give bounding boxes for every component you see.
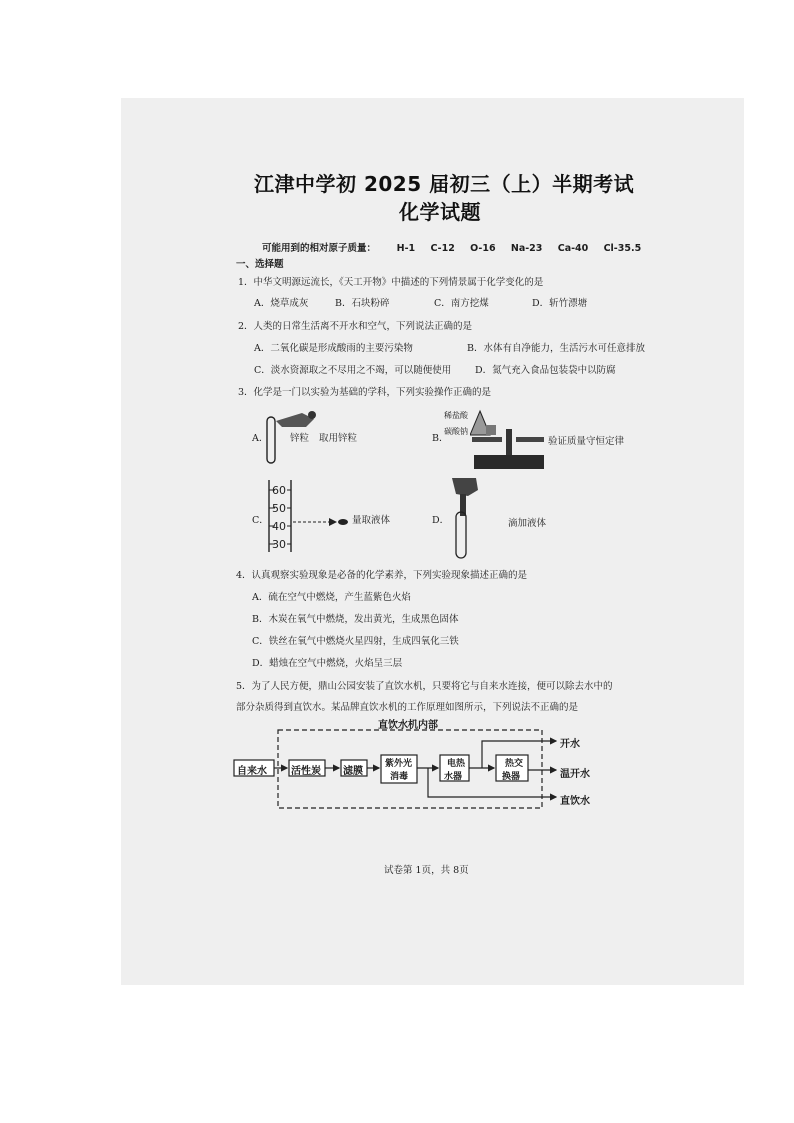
q3-b-caption: 验证质量守恒定律 [548, 436, 625, 447]
flow-output-drinking-water: 直饮水 [560, 796, 590, 807]
q1-option-d: D．斩竹漂塘 [532, 298, 588, 309]
flow-step-heater-line1: 电热 [447, 759, 466, 769]
q4-stem: 4．认真观察实验现象是必备的化学素养，下列实验现象描述正确的是 [236, 570, 528, 581]
flow-output-boiling-water: 开水 [560, 739, 580, 750]
section-title: 一、选择题 [236, 259, 284, 270]
atomic-mass-label: 可能用到的相对原子质量： [262, 243, 377, 254]
mass-na: Na-23 [510, 243, 543, 254]
flow-step-activated-carbon: 活性炭 [291, 766, 321, 777]
flow-step-heater-line2: 水器 [444, 772, 463, 782]
q4-option-a: A．硫在空气中燃烧，产生蓝紫色火焰 [252, 592, 411, 603]
q1-stem: 1．中华文明源远流长，《天工开物》中描述的下列情景属于化学变化的是 [238, 277, 544, 288]
q3-c-caption: 量取液体 [352, 515, 391, 526]
q3-d-caption: 滴加液体 [508, 518, 547, 529]
flow-step-membrane: 滤膜 [343, 766, 363, 777]
dropper-test-tube [446, 476, 486, 560]
exam-title: 江津中学初 2025 届初三（上）半期考试 [254, 172, 635, 196]
balance-icon [470, 405, 550, 473]
flow-output-warm-water: 温开水 [560, 769, 590, 780]
cylinder-tick-30: 30 [272, 538, 286, 551]
exam-subtitle: 化学试题 [399, 200, 481, 224]
cylinder-tick-60: 60 [272, 484, 286, 497]
q3-option-c-letter: C． [252, 515, 269, 526]
q2-option-c: C．淡水资源取之不尽用之不竭，可以随便使用 [254, 365, 452, 376]
q5-stem-line2: 部分杂质得到直饮水。某品牌直饮水机的工作原理如图所示，下列说法不正确的是 [236, 702, 579, 713]
cylinder-tick-40: 40 [272, 520, 286, 533]
exam-sheet [121, 98, 744, 985]
flow-step-exchanger-line2: 换器 [502, 772, 521, 782]
mass-cl: Cl-35.5 [603, 243, 642, 254]
q4-option-c: C．铁丝在氧气中燃烧火星四射，生成四氧化三铁 [252, 636, 459, 647]
page-footer: 试卷第 1页，共 8页 [384, 865, 469, 876]
q1-option-c: C．南方挖煤 [434, 298, 489, 309]
q4-option-d: D．蜡烛在空气中燃烧，火焰呈三层 [252, 658, 403, 669]
q1-option-b: B．石块粉碎 [335, 298, 390, 309]
q4-option-b: B．木炭在氧气中燃烧，发出黄光，生成黑色固体 [252, 614, 459, 625]
q3-option-b-letter: B． [432, 433, 449, 444]
q2-option-b: B．水体有自净能力，生活污水可任意排放 [467, 343, 645, 354]
flow-title: 直饮水机内部 [378, 720, 438, 731]
q5-stem-line1: 5．为了人民方便，鼎山公园安装了直饮水机，只要将它与自来水连接，便可以除去水中的 [236, 681, 613, 692]
mass-c: C-12 [430, 243, 455, 254]
mass-ca: Ca-40 [557, 243, 589, 254]
q1-option-a: A．烧草成灰 [254, 298, 309, 309]
atomic-mass-line [262, 240, 641, 254]
mass-h: H-1 [396, 243, 416, 254]
q2-option-a: A．二氧化碳是形成酸雨的主要污染物 [254, 343, 413, 354]
q3-a-caption: 取用锌粒 [319, 433, 358, 444]
q3-b-label-carbonate: 碳酸钠 [444, 427, 468, 436]
q2-option-d: D．氮气充入食品包装袋中以防腐 [475, 365, 616, 376]
q3-option-a-letter: A． [252, 433, 269, 444]
q2-stem: 2．人类的日常生活离不开水和空气，下列说法正确的是 [238, 321, 473, 332]
flow-step-exchanger-line1: 热交 [505, 759, 524, 769]
flow-step-uv-line2: 消毒 [390, 772, 409, 782]
flow-input-tap-water: 自来水 [237, 766, 267, 777]
q3-option-d-letter: D． [432, 515, 450, 526]
q3-stem: 3．化学是一门以实验为基础的学科，下列实验操作正确的是 [238, 387, 492, 398]
cylinder-tick-50: 50 [272, 502, 286, 515]
flow-step-uv-line1: 紫外光 [385, 759, 413, 769]
q3-b-label-acid: 稀盐酸 [444, 411, 468, 420]
q3-a-label-zinc: 锌粒 [290, 433, 310, 444]
mass-o: O-16 [470, 243, 496, 254]
